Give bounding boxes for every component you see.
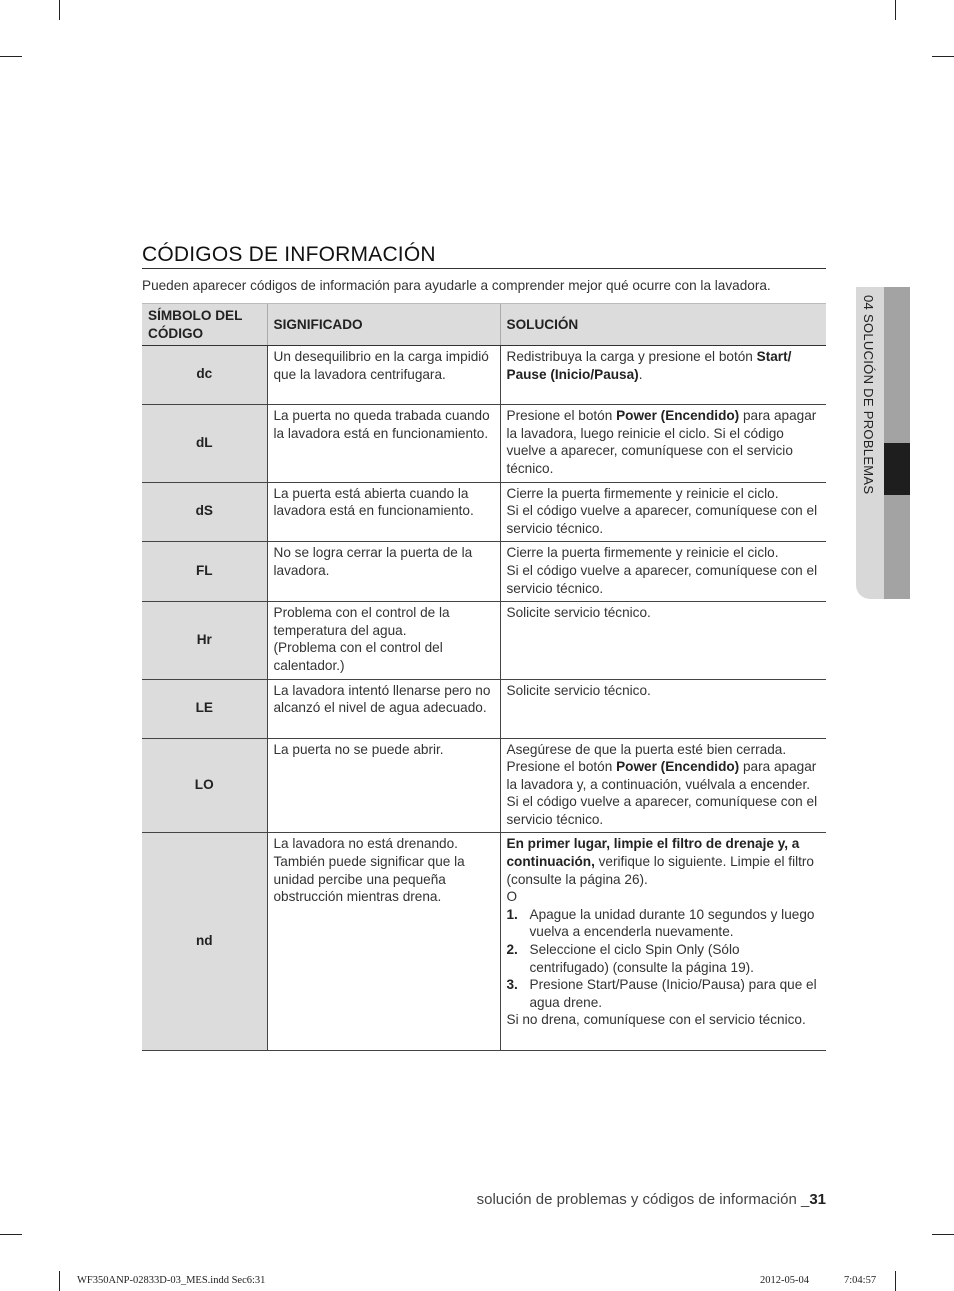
crop-mark (59, 1271, 60, 1291)
table-row (142, 833, 826, 1051)
page-number: 31 (809, 1191, 826, 1208)
code-solution: Solicite servicio técnico. (500, 602, 826, 679)
code-symbol: LE (142, 679, 267, 738)
code-solution: Solicite servicio técnico. (500, 679, 826, 738)
code-meaning: Un desequilibrio en la carga impidió que la lavadora centrifugara. (267, 346, 500, 405)
crop-mark (932, 1234, 954, 1235)
code-meaning: Problema con el control de la temperatura del agua. (Problema con el control del calentador.) (267, 602, 500, 679)
code-solution: Presione el botón Power (Encendido) para apagar la lavadora, luego reinicie el ciclo. Si el código vuelve a aparecer, comuníquese con el servicio técnico. (500, 405, 826, 482)
code-meaning: La lavadora no está drenando. También puede significar que la unidad percibe una pequeña obstrucción mientras drena. (267, 833, 500, 1051)
side-tab-label: 04 SOLUCIÓN DE PROBLEMAS (861, 295, 876, 495)
header-solution: SOLUCIÓN (500, 304, 826, 346)
code-symbol: FL (142, 542, 267, 602)
page-footer (477, 1191, 826, 1208)
slug-time: 7:04:57 (844, 1275, 877, 1286)
crop-mark (895, 0, 896, 20)
code-solution: Asegúrese de que la puerta esté bien cerrada. Presione el botón Power (Encendido) para apagar la lavadora y, a continuación, vuélvala a encender. Si el código vuelve a aparecer, comuníquese con el servicio técnico. (500, 738, 826, 833)
code-symbol: Hr (142, 602, 267, 679)
code-symbol: dL (142, 405, 267, 482)
crop-mark (0, 56, 22, 57)
table-row (142, 346, 826, 405)
code-meaning: No se logra cerrar la puerta de la lavadora. (267, 542, 500, 602)
list-item: 2. Seleccione el ciclo Spin Only (Sólo centrifugado) (consulte la página 19). (506, 942, 754, 975)
header-symbol: SÍMBOLO DEL CÓDIGO (142, 304, 267, 346)
page-title: CÓDIGOS DE INFORMACIÓN (142, 243, 436, 266)
section-side-tab (856, 287, 910, 599)
intro-text: Pueden aparecer códigos de información para ayudarle a comprender mejor qué ocurre con la lavadora. (142, 278, 771, 293)
code-meaning: La puerta está abierta cuando la lavadora está en funcionamiento. (267, 482, 500, 542)
table-row (142, 738, 826, 833)
code-symbol: LO (142, 738, 267, 833)
crop-mark (895, 1271, 896, 1291)
code-symbol: nd (142, 833, 267, 1051)
title-divider (142, 268, 826, 269)
crop-mark (0, 1234, 22, 1235)
footer-text: solución de problemas y códigos de información _ (476, 1191, 810, 1208)
table-row (142, 542, 826, 602)
code-meaning: La puerta no queda trabada cuando la lavadora está en funcionamiento. (267, 405, 500, 482)
crop-mark (59, 0, 60, 20)
steps-list (507, 906, 821, 1012)
section-indicator (884, 443, 910, 495)
slug-file: WF350ANP-02833D-03_MES.indd Sec6:31 (77, 1275, 266, 1286)
code-symbol: dc (142, 346, 267, 405)
table-row (142, 482, 826, 542)
header-meaning: SIGNIFICADO (267, 304, 500, 346)
code-solution: Redistribuya la carga y presione el botón Start/ Pause (Inicio/Pausa). (500, 346, 826, 405)
code-meaning: La puerta no se puede abrir. (267, 738, 500, 833)
code-symbol: dS (142, 482, 267, 542)
code-meaning: La lavadora intentó llenarse pero no alcanzó el nivel de agua adecuado. (267, 679, 500, 738)
code-solution: Cierre la puerta firmemente y reinicie el ciclo. Si el código vuelve a aparecer, comuníquese con el servicio técnico. (500, 542, 826, 602)
table-row (142, 405, 826, 482)
crop-mark (932, 56, 954, 57)
code-solution: Cierre la puerta firmemente y reinicie el ciclo. Si el código vuelve a aparecer, comuníquese con el servicio técnico. (500, 482, 826, 542)
table-header-row (142, 304, 826, 346)
info-codes-table (142, 303, 826, 1051)
table-row (142, 679, 826, 738)
table-row (142, 602, 826, 679)
list-item: 3. Presione Start/Pause (Inicio/Pausa) para que el agua drene. (506, 977, 817, 1010)
slug-date: 2012-05-04 (760, 1275, 809, 1286)
code-solution: En primer lugar, limpie el filtro de drenaje y, a continuación, verifique lo siguiente. Limpie el filtro (consulte la página 26). O 1. Apague la unidad durante 10 segundos y luego vuelva a encenderla nuevamente. 2. Seleccione el ciclo Spin Only (Sólo centrifugado) (consulte la página 19). 3. Presione Start/Pause (Inicio/Pausa) para que el agua drene. Si no drena, comuníquese con el servicio técnico. (500, 833, 826, 1051)
list-item: 1. Apague la unidad durante 10 segundos y luego vuelva a encenderla nuevamente. (506, 906, 815, 940)
